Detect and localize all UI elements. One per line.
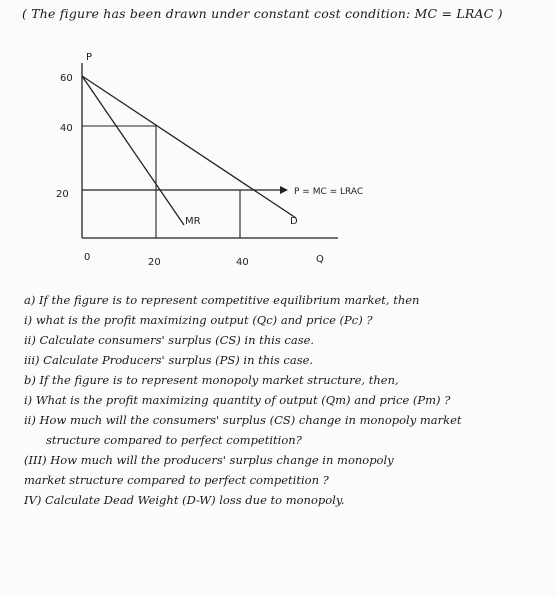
questions [24, 290, 549, 510]
question-a-iii: iii) Calculate Producers' surplus (PS) in this case. [24, 353, 314, 367]
demand-curve [82, 76, 296, 218]
question-a-ii: ii) Calculate consumers' surplus (CS) in this case. [24, 333, 315, 347]
question-b-iii-cont: market structure compared to perfect competition ? [24, 473, 329, 487]
graph [0, 0, 557, 290]
question-b-intro: b) If the figure is to represent monopoly market structure, then, [24, 373, 399, 387]
y-tick-40: 40 [60, 123, 73, 134]
x-tick-20: 20 [148, 257, 161, 268]
y-axis-label: P [86, 52, 93, 63]
d-label: D [290, 216, 298, 227]
question-a-i: i) what is the profit maximizing output (Qc) and price (Pc) ? [24, 313, 373, 327]
page-heading: ( The figure has been drawn under constant cost condition: MC = LRAC ) [22, 6, 503, 21]
question-a-intro: a) If the figure is to represent competitive equilibrium market, then [24, 293, 420, 307]
question-b-i: i) What is the profit maximizing quantity of output (Qm) and price (Pm) ? [24, 393, 451, 407]
x-axis-label: Q [316, 254, 324, 265]
marginal-revenue-curve [82, 76, 184, 225]
mc-lrac-label: P = MC = LRAC [294, 187, 364, 197]
mc-arrow-icon [280, 186, 288, 194]
mr-label: MR [185, 216, 201, 227]
question-b-ii-cont: structure compared to perfect competition? [46, 433, 302, 447]
question-b-iii: (III) How much will the producers' surplus change in monopoly [24, 453, 394, 467]
y-tick-60: 60 [60, 73, 73, 84]
y-tick-20: 20 [56, 189, 69, 200]
x-tick-0: 0 [84, 252, 91, 263]
x-tick-40: 40 [236, 257, 249, 268]
question-b-ii: ii) How much will the consumers' surplus (CS) change in monopoly market [24, 413, 462, 427]
question-b-iv: IV) Calculate Dead Weight (D-W) loss due to monopoly. [24, 493, 345, 507]
